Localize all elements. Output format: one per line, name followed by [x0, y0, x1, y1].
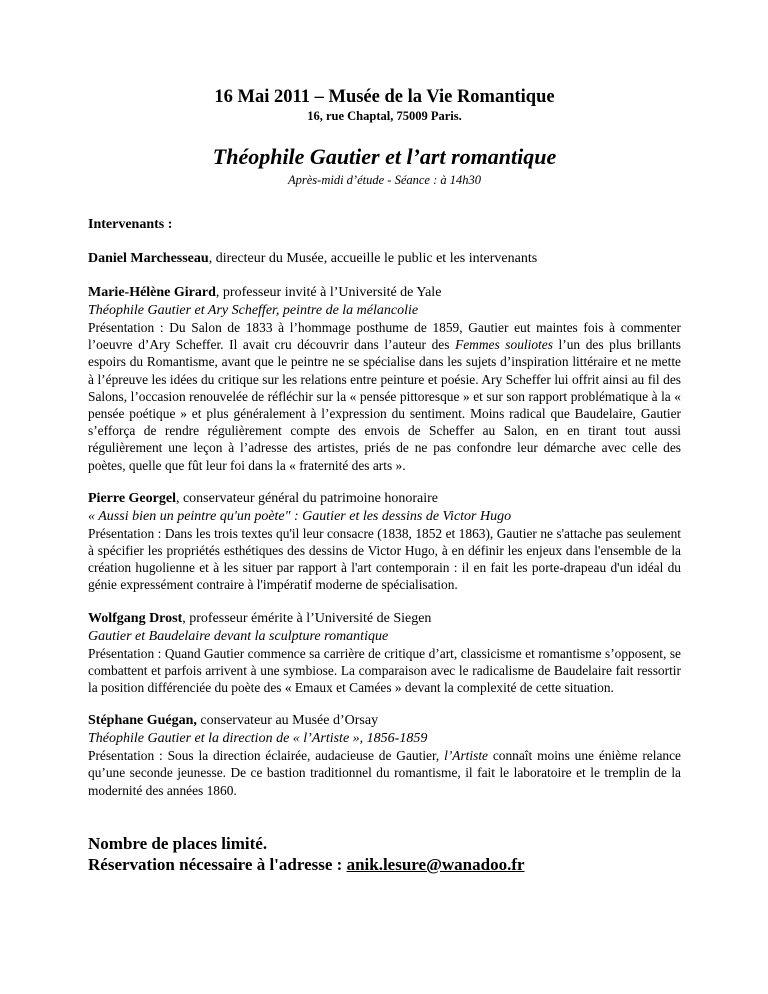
- description-text: l’un des plus brillants espoirs du Romantisme, avant que le peintre ne se spécialise dans les sujets d’inspiration littéraire et ne mette à l’épreuve les idées du critique sur les relations entre peinture et poésie. Ary Scheffer lui offrit ainsi au fil des Salons, l’occasion renouvelée de réfléchir sur la « pensée pittoresque » et sur son rapport problématique à la « pensée poétique » et plus généralement à l’expression du sentiment. Moins radical que Baudelaire, Gautier s’efforça de rendre régulièrement compte des envois de Scheffer au Salon, en en tirant tout aussi régulièrement une leçon à l’adresse des artistes, priés de ne pas confondre leur démarche avec celle des poètes, quelle que fût leur foi dans la « fraternité des arts ».: [88, 337, 681, 473]
- speakers-heading: Intervenants :: [88, 217, 173, 232]
- speaker-name: Pierre Georgel: [88, 490, 176, 506]
- limited-seats-note: Nombre de places limité.: [88, 833, 268, 853]
- speaker-name: Wolfgang Drost: [88, 610, 183, 626]
- speaker-topic: « Aussi bien un peintre qu'un poète" : Gautier et les dessins de Victor Hugo: [88, 508, 512, 524]
- speaker-description: [88, 645, 681, 697]
- speaker-name: Marie-Hélène Girard: [88, 285, 216, 300]
- venue-address: 16, rue Chaptal, 75009 Paris.: [307, 109, 462, 123]
- reservation-label: Réservation nécessaire à l'adresse :: [88, 854, 347, 874]
- speaker-topic: Théophile Gautier et la direction de « l’Artiste », 1856-1859: [88, 731, 428, 747]
- speaker-name: Stéphane Guégan,: [88, 713, 197, 729]
- event-date-venue: 16 Mai 2011 – Musée de la Vie Romantique: [214, 87, 555, 107]
- intro-line: [88, 250, 681, 268]
- speaker-header: [88, 284, 681, 302]
- speaker-block: [88, 284, 681, 474]
- description-text: Présentation : Dans les trois textes qu'il leur consacre (1838, 1852 et 1863), Gautier ne s'attache pas seulement à spécifier les propriétés esthétiques des dessins de Victor Hugo, à en définir les enjeux dans l'ensemble de la création hugolienne et à les situer par rapport à l'art contemporain : il en fait les porte-drapeau d'un idéal du génie expressément contraire à l'impératif moderne de spécialisation.: [88, 525, 681, 593]
- speaker-role: , professeur émérite à l’Université de Siegen: [182, 610, 432, 626]
- speaker-header: [88, 490, 681, 508]
- speaker-description: [88, 747, 681, 799]
- speaker-description: [88, 319, 681, 474]
- event-subtitle: Après-midi d’étude - Séance : à 14h30: [288, 173, 481, 187]
- description-text: Présentation : Sous la direction éclairée, audacieuse de Gautier,: [88, 748, 445, 764]
- email-link[interactable]: anik.lesure@wanadoo.fr: [346, 854, 525, 874]
- speaker-role: conservateur au Musée d’Orsay: [196, 713, 379, 729]
- speaker-block: [88, 712, 681, 799]
- description-text: connaît moins une énième relance qu’une seconde jeunesse. De ce bastion traditionnel du romantisme, il fait le laboratoire et le tremplin de la modernité des années 1860.: [88, 748, 681, 798]
- event-title: Théophile Gautier et l’art romantique: [212, 144, 557, 169]
- speaker-header: [88, 712, 681, 730]
- speaker-role: , professeur invité à l’Université de Yale: [215, 285, 442, 300]
- speaker-topic: Gautier et Baudelaire devant la sculpture romantique: [88, 628, 389, 644]
- description-text: Présentation : Quand Gautier commence sa carrière de critique d’art, classicisme et romantisme s’opposent, se combattent et parfois arrivent à une symbiose. La comparaison avec le radicalisme de Baudelaire fait ressortir la position différenciée du poète des « Emaux et Camées » devant la complexité de cette situation.: [88, 645, 681, 696]
- reservation-footer: [88, 833, 681, 875]
- reservation-line: [88, 854, 681, 875]
- document-page: [88, 86, 681, 875]
- description-text: Présentation : Du Salon de 1833 à l’hommage posthume de 1859, Gautier eut maintes fois à commenter l’oeuvre d’Ary Scheffer. Il avait cru découvrir dans l’auteur des: [88, 320, 681, 353]
- intro-name: Daniel Marchesseau: [88, 251, 209, 266]
- speaker-topic: Théophile Gautier et Ary Scheffer, peintre de la mélancolie: [88, 303, 419, 318]
- speaker-description: [88, 525, 681, 594]
- speaker-block: [88, 610, 681, 697]
- speaker-role: , conservateur général du patrimoine honoraire: [175, 490, 438, 506]
- description-italic: Femmes souliotes: [455, 337, 553, 353]
- intro-role: , directeur du Musée, accueille le public et les intervenants: [208, 251, 538, 266]
- speaker-header: [88, 610, 681, 628]
- description-italic: l’Artiste: [444, 748, 488, 764]
- speaker-block: [88, 490, 681, 594]
